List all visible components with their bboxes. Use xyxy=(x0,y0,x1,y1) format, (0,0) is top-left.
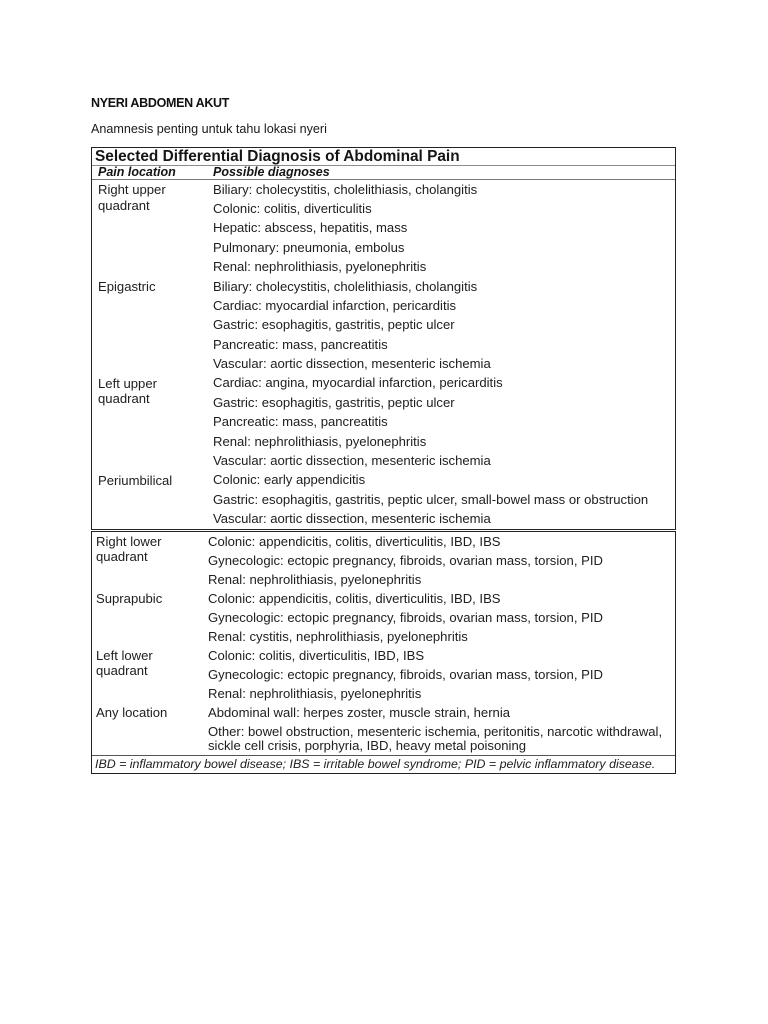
diagnosis-item: Abdominal wall: herpes zoster, muscle strain, hernia xyxy=(208,704,511,720)
diagnosis-item: Cardiac: angina, myocardial infarction, pericarditis xyxy=(213,375,503,391)
diagnosis-item: Renal: cystitis, nephrolithiasis, pyelonephritis xyxy=(208,628,468,644)
pain-location: Right upper quadrant xyxy=(98,182,166,213)
diagnosis-list xyxy=(208,703,675,755)
diagnosis-item: Gynecologic: ectopic pregnancy, fibroids, ovarian mass, torsion, PID xyxy=(208,609,603,625)
diagnosis-item: Colonic: early appendicitis xyxy=(213,472,366,488)
diagnosis-item: Renal: nephrolithiasis, pyelonephritis xyxy=(208,685,422,701)
table-title: Selected Differential Diagnosis of Abdominal Pain xyxy=(92,148,675,166)
pain-location: Suprapubic xyxy=(96,591,163,606)
diagnosis-item: Gynecologic: ectopic pregnancy, fibroids, ovarian mass, torsion, PID xyxy=(208,552,603,568)
diagnosis-item: Colonic: appendicitis, colitis, diverticulitis, IBD, IBS xyxy=(208,533,501,549)
table-part-2-body xyxy=(92,532,675,755)
diagnosis-item: Gastric: esophagitis, gastritis, peptic ulcer, small-bowel mass or obstruction xyxy=(213,491,649,507)
diagnosis-item: Gynecologic: ectopic pregnancy, fibroids, ovarian mass, torsion, PID xyxy=(208,666,603,682)
diagnosis-item: Vascular: aortic dissection, mesenteric ischemia xyxy=(213,452,491,468)
diagnosis-item: Pulmonary: pneumonia, embolus xyxy=(213,239,405,255)
differential-table-part-2 xyxy=(91,531,676,774)
column-header-pain-location: Pain location xyxy=(98,165,176,179)
location-group xyxy=(92,471,675,529)
location-group xyxy=(92,180,675,277)
diagnosis-list xyxy=(208,646,675,703)
diagnosis-item: Cardiac: myocardial infarction, pericarditis xyxy=(213,297,457,313)
differential-table-part-1 xyxy=(91,147,676,530)
diagnosis-list xyxy=(213,180,675,277)
diagnosis-item: Vascular: aortic dissection, mesenteric ischemia xyxy=(213,511,491,527)
pain-location: Epigastric xyxy=(98,278,156,294)
diagnosis-item: Renal: nephrolithiasis, pyelonephritis xyxy=(213,259,427,275)
pain-location: Periumbilical xyxy=(98,472,173,488)
location-group xyxy=(92,646,675,703)
table-header-row xyxy=(92,166,675,180)
page-heading: NYERI ABDOMEN AKUT xyxy=(91,96,230,110)
diagnosis-list xyxy=(208,532,675,589)
diagnosis-item: Colonic: colitis, diverticulitis, IBD, IBS xyxy=(208,647,425,663)
diagnosis-list xyxy=(208,589,675,646)
diagnosis-item: Pancreatic: mass, pancreatitis xyxy=(213,336,388,352)
diagnosis-item: Biliary: cholecystitis, cholelithiasis, cholangitis xyxy=(213,278,478,294)
diagnosis-item: Vascular: aortic dissection, mesenteric ischemia xyxy=(213,356,491,372)
table-footnote: IBD = inflammatory bowel disease; IBS = irritable bowel syndrome; PID = pelvic inflammatory disease. xyxy=(92,755,675,773)
location-group xyxy=(92,374,675,471)
diagnosis-item: Colonic: colitis, diverticulitis xyxy=(213,201,372,217)
page-subheading: Anamnesis penting untuk tahu lokasi nyeri xyxy=(91,122,327,136)
diagnosis-item: Biliary: cholecystitis, cholelithiasis, cholangitis xyxy=(213,181,478,197)
pain-location: Any location xyxy=(96,705,168,720)
pain-location: Left upper quadrant xyxy=(98,375,157,407)
diagnosis-item: Hepatic: abscess, hepatitis, mass xyxy=(213,220,408,236)
diagnosis-item: Colonic: appendicitis, colitis, diverticulitis, IBD, IBS xyxy=(208,590,501,606)
diagnosis-item: Renal: nephrolithiasis, pyelonephritis xyxy=(213,433,427,449)
location-group xyxy=(92,589,675,646)
table-part-1-body xyxy=(92,180,675,529)
diagnosis-item: Renal: nephrolithiasis, pyelonephritis xyxy=(208,571,422,587)
diagnosis-list xyxy=(213,277,675,374)
pain-location: Left lower quadrant xyxy=(96,648,153,678)
diagnosis-item: Pancreatic: mass, pancreatitis xyxy=(213,414,388,430)
diagnosis-item: Gastric: esophagitis, gastritis, peptic ulcer xyxy=(213,394,455,410)
pain-location: Right lower quadrant xyxy=(96,534,162,564)
diagnosis-item: Other: bowel obstruction, mesenteric ischemia, peritonitis, narcotic withdrawal, sickle cell crisis, porphyria, IBD, heavy metal poisoning xyxy=(208,723,663,753)
location-group xyxy=(92,703,675,755)
location-group xyxy=(92,532,675,589)
diagnosis-item: Gastric: esophagitis, gastritis, peptic ulcer xyxy=(213,317,455,333)
column-header-possible-diagnoses: Possible diagnoses xyxy=(213,165,330,179)
diagnosis-list xyxy=(213,471,675,529)
location-group xyxy=(92,277,675,374)
diagnosis-list xyxy=(213,374,675,471)
